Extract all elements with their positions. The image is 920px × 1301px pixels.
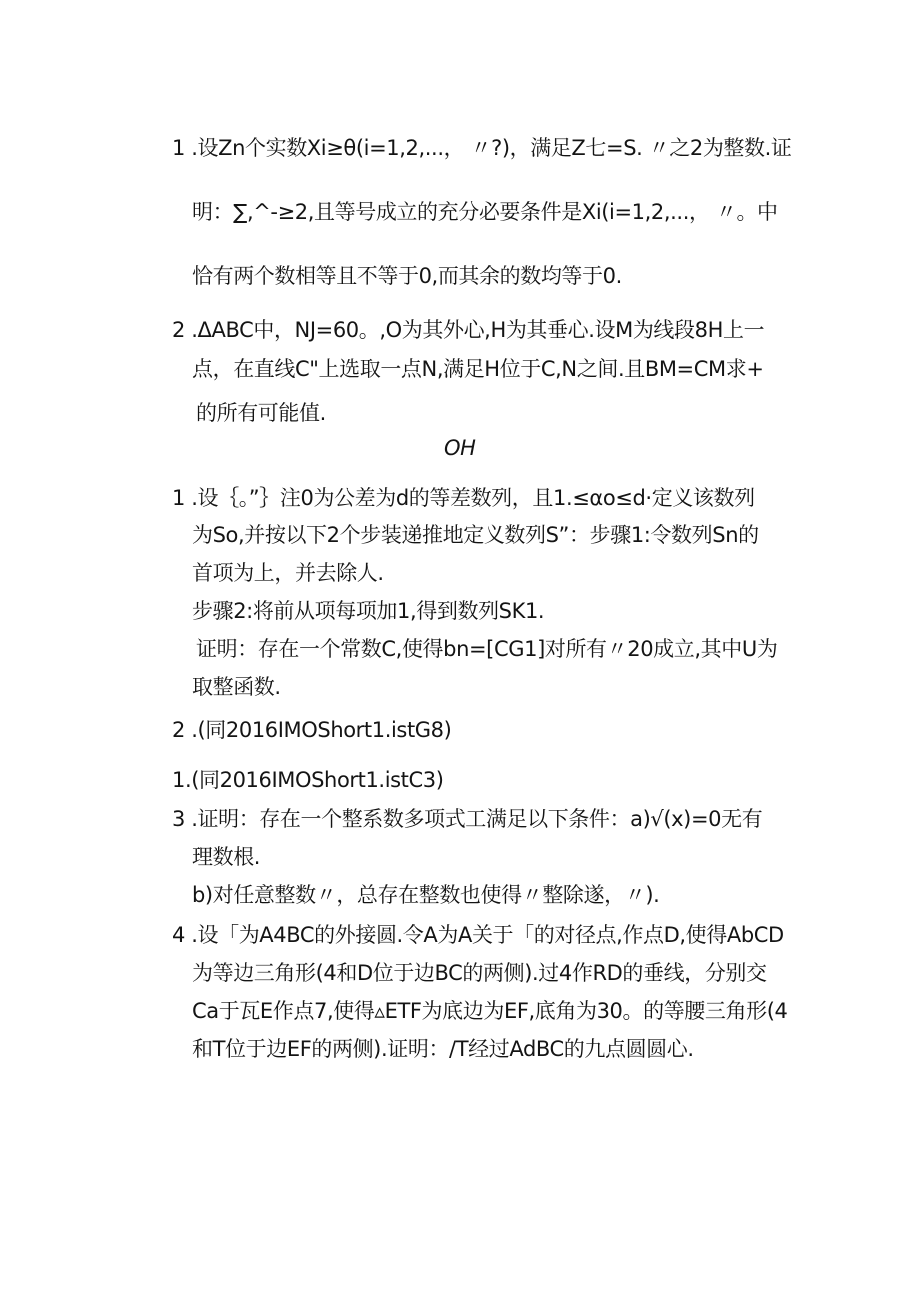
problem-5-line-3: Ca于瓦E作点7,使得▵ETF为底边为EF,底角为30。的等腰三角形(4	[192, 999, 788, 1023]
problem-5-line-1: 4 .设「为A4BC的外接圆.令A为A关于「的对径点,作点D,使得AbCD	[172, 923, 784, 947]
problem-4-line-2: 理数根.	[192, 845, 261, 869]
problem-2-line-3: 的所有可能值.	[196, 401, 326, 425]
problem-3-proof-line-2: 取整函数.	[192, 675, 281, 699]
problem-3-step-2: 步骤2:将前从项每项加1,得到数列SK1.	[192, 599, 545, 623]
fraction-denominator: OH	[444, 436, 476, 460]
problem-1-line-1: 1 .设Zn个实数Xi≥θ(i=1,2,...， 〃?)，满足Z七=S. 〃之2为整数.证	[172, 136, 792, 160]
problem-1-line-3: 恰有两个数相等且不等于0,而其余的数均等于0.	[192, 264, 622, 288]
problem-ref-g8: 2 .(同2016IMOShort1.istG8)	[172, 718, 452, 742]
problem-3-line-1: 1 .设｛。”｝注0为公差为d的等差数列，且1.≤αo≤d·定义该数列	[172, 486, 755, 510]
problem-1-line-2: 明：∑,^-≥2,且等号成立的充分必要条件是Xi(i=1,2,...， 〃。中	[192, 200, 778, 224]
problem-3-line-3: 首项为上，并去除人.	[192, 561, 384, 585]
problem-ref-c3: 1.(同2016IMOShort1.istC3)	[172, 768, 444, 792]
problem-3-line-2: 为So,并按以下2个步装递推地定义数列S”：步骤1:令数列Sn的	[192, 523, 759, 547]
problem-5-line-2: 为等边三角形(4和D位于边BC的两侧).过4作RD的垂线，分别交	[192, 961, 767, 985]
problem-2-line-1: 2 .ΔABC中，NJ=60。,O为其外心,H为其垂心.设M为线段8H上一	[172, 318, 765, 342]
problem-4-line-3: b)对任意整数〃，总存在整数也使得〃整除遂，〃).	[192, 883, 660, 907]
problem-5-line-4: 和T位于边EF的两侧).证明：/T经过AdBC的九点圆圆心.	[192, 1037, 694, 1061]
problem-2-line-2: 点，在直线C"上选取一点N,满足H位于C,N之间.且BM=CM求+	[192, 357, 764, 381]
problem-4-line-1: 3 .证明：存在一个整系数多项式工满足以下条件：a)√(x)=0无有	[172, 807, 763, 831]
problem-3-proof-line-1: 证明：存在一个常数C,使得bn=[CG1]对所有〃20成立,其中U为	[196, 637, 778, 661]
